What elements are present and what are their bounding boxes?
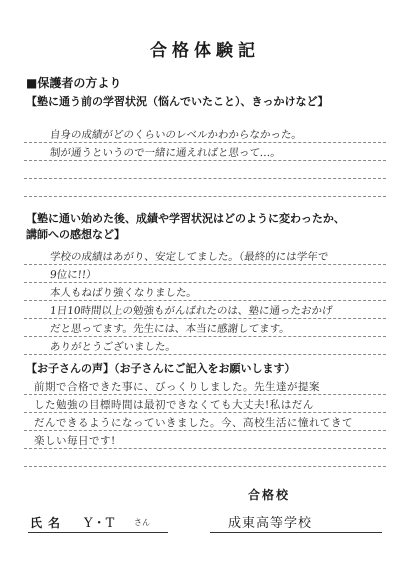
name-label: 氏名 xyxy=(30,516,67,530)
student-answer-line: だんできるようになっていきました。今、高校生活に憧れてきて xyxy=(34,417,353,429)
student-answer-line: 前期で合格できた事に、びっくりしました。先生達が提案 xyxy=(34,381,320,393)
answer-2-line: 学校の成績はあがり、安定してました。（最終的には学年で xyxy=(49,251,329,263)
answer-line xyxy=(24,394,386,395)
answer-line xyxy=(24,318,386,319)
answer-1-line: 制が通うというので一緒に通えればと思って…。 xyxy=(49,147,282,159)
student-section-heading: 【お子さんの声】（お子さんにご記入をお願いします） xyxy=(26,362,296,375)
answer-line xyxy=(24,282,386,283)
answer-2-line: だと思ってます。先生には、本当に感謝してます。 xyxy=(49,323,291,335)
question-2-line2: 講師への感想など】 xyxy=(26,228,125,241)
school-name: 成東高等学校 xyxy=(228,516,313,531)
answer-line xyxy=(24,300,386,301)
answer-line xyxy=(24,142,386,143)
answer-2-line: 1日10時間以上の勉強もがんばれたのは、塾に通ったおかげ xyxy=(49,305,334,317)
name-value: Y・T xyxy=(84,516,115,531)
answer-line xyxy=(24,448,386,449)
parent-section-heading: ■保護者の方より xyxy=(26,76,122,90)
student-answer-line: 楽しい毎日です! xyxy=(34,435,116,447)
answer-2-line: ありがとうございました。 xyxy=(49,341,177,353)
answer-line xyxy=(24,430,386,431)
answer-line xyxy=(24,466,386,467)
answer-2-line: 本人もねばり強くなりました。 xyxy=(49,287,198,299)
answer-line xyxy=(24,336,386,337)
question-1: 【塾に通う前の学習状況（悩んでいたこと）、きっかけなど】 xyxy=(26,95,329,108)
question-2-line1: 【塾に通い始めた後、成績や学習状況はどのように変わったか、 xyxy=(26,212,345,225)
name-suffix: さん xyxy=(134,518,150,527)
answer-line xyxy=(24,354,386,355)
pass-school-label: 合格校 xyxy=(248,488,291,502)
answer-line xyxy=(24,264,386,265)
answer-line xyxy=(24,412,386,413)
student-answer-line: した勉強の目標時間は最初できなくても大丈夫!私はだん xyxy=(34,399,314,411)
answer-line xyxy=(24,160,386,161)
name-underline xyxy=(28,532,168,533)
page-title: 合格体験記 xyxy=(150,41,260,61)
school-underline xyxy=(210,532,382,533)
answer-2-line: 9位に!!） xyxy=(49,269,98,281)
answer-line xyxy=(24,178,386,179)
answer-line xyxy=(24,196,386,197)
answer-1-line: 自身の成績がどのくらいのレベルかわからなかった。 xyxy=(49,129,303,141)
